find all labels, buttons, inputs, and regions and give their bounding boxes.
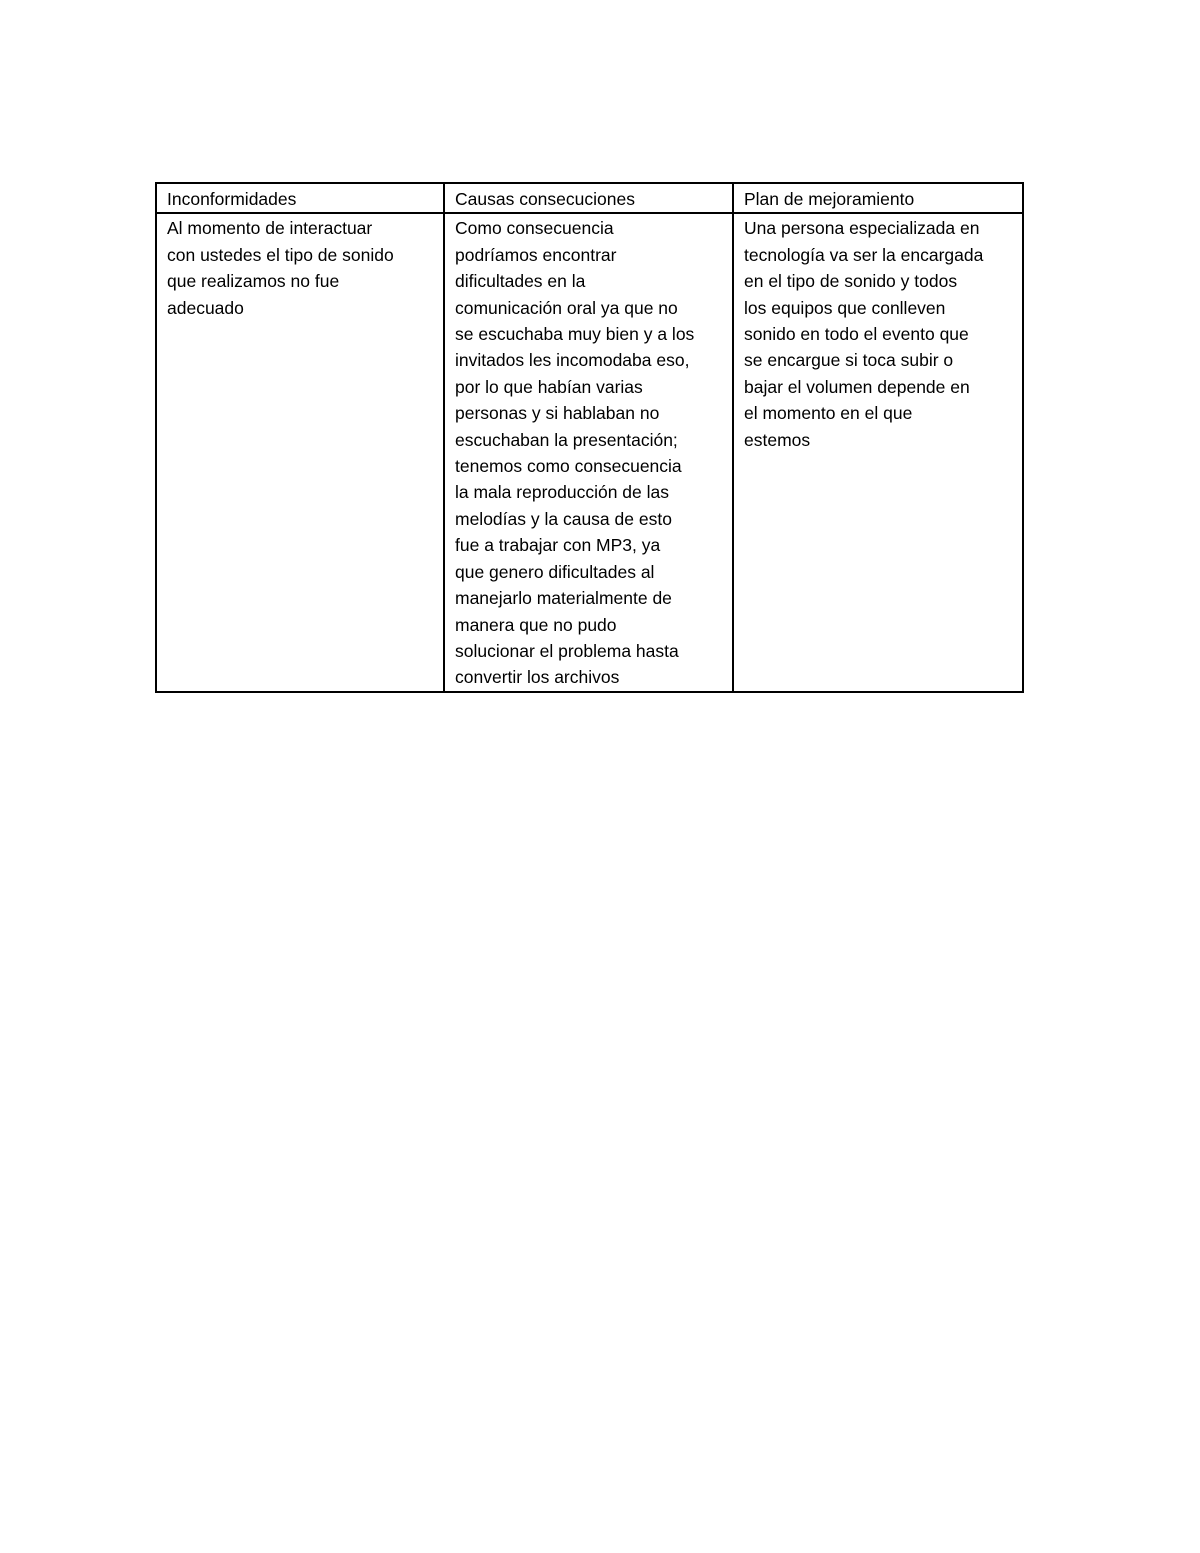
cell-inconformidades: Al momento de interactuar con ustedes el tipo de sonido que realizamos no fue adecuado [156, 213, 444, 691]
table-row [156, 213, 1023, 691]
header-inconformidades: Inconformidades [156, 183, 444, 213]
table-header-row [156, 183, 1023, 213]
cell-plan-de-mejoramiento: Una persona especializada en tecnología va ser la encargada en el tipo de sonido y todos los equipos que conlleven sonido en todo el evento que se encargue si toca subir o bajar el volumen depende en el momento en el que estemos [733, 213, 1023, 691]
header-causas-consecuciones: Causas consecuciones [444, 183, 733, 213]
cell-causas-consecuciones: Como consecuencia podríamos encontrar dificultades en la comunicación oral ya que no se escuchaba muy bien y a los invitados les incomodaba eso, por lo que habían varias personas y si hablaban no escuchaban la presentación; tenemos como consecuencia la mala reproducción de las melodías y la causa de esto fue a trabajar con MP3, ya que genero dificultades al manejarlo materialmente de manera que no pudo solucionar el problema hasta convertir los archivos [444, 213, 733, 691]
header-plan-de-mejoramiento: Plan de mejoramiento [733, 183, 1023, 213]
improvement-plan-table [155, 182, 1024, 693]
